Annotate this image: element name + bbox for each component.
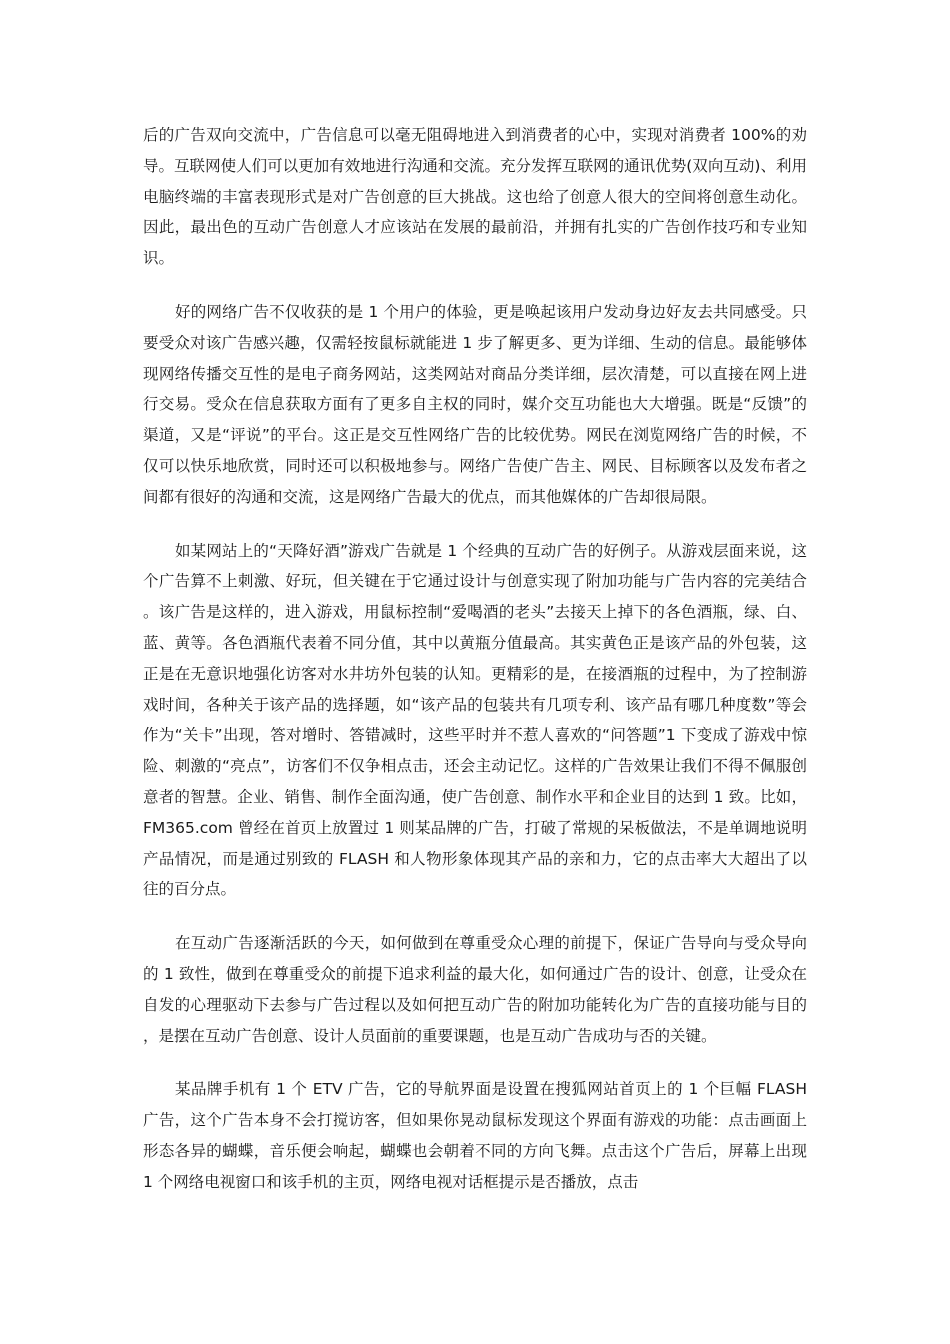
paragraph-4: 在互动广告逐渐活跃的今天，如何做到在尊重受众心理的前提下，保证广告导向与受众导向的 1 致性，做到在尊重受众的前提下追求利益的最大化，如何通过广告的设计、创意，让受众在自发的心理驱动下去参与广告过程以及如何把互动广告的附加功能转化为广告的直接功能与目的，是摆在互动广告创意、设计人员面前的重要课题，也是互动广告成功与否的关键。 [143, 934, 807, 1045]
paragraph-5: 某品牌手机有 1 个 ETV 广告，它的导航界面是设置在搜狐网站首页上的 1 个巨幅 FLASH 广告，这个广告本身不会打搅访客，但如果你晃动鼠标发现这个界面有游戏的功能：点击画面上形态各异的蝴蝶，音乐便会响起，蝴蝶也会朝着不同的方向飞舞。点击这个广告后，屏幕上出现 1 个网络电视窗口和该手机的主页，网络电视对话框提示是否播放，点击 [143, 1080, 807, 1191]
paragraph-3: 如某网站上的“天降好酒”游戏广告就是 1 个经典的互动广告的好例子。从游戏层面来说，这个广告算不上刺激、好玩，但关键在于它通过设计与创意实现了附加功能与广告内容的完美结合。该广告是这样的，进入游戏，用鼠标控制“爱喝酒的老头”去接天上掉下的各色酒瓶，绿、白、蓝、黄等。各色酒瓶代表着不同分值，其中以黄瓶分值最高。其实黄色正是该产品的外包装，这正是在无意识地强化访客对水井坊外包装的认知。更精彩的是，在接酒瓶的过程中，为了控制游戏时间，各种关于该产品的选择题，如“该产品的包装共有几项专利、该产品有哪几种度数”等会作为“关卡”出现，答对增时、答错减时，这些平时并不惹人喜欢的“问答题”1 下变成了游戏中惊险、刺激的“亮点”，访客们不仅争相点击，还会主动记忆。这样的广告效果让我们不得不佩服创意者的智慧。企业、销售、制作全面沟通，使广告创意、制作水平和企业目的达到 1 致。比如，FM365.com 曾经在首页上放置过 1 则某品牌的广告，打破了常规的呆板做法，不是单调地说明产品情况，而是通过别致的 FLASH 和人物形象体现其产品的亲和力，它的点击率大大超出了以往的百分点。 [143, 541, 807, 899]
paragraph-1: 后的广告双向交流中，广告信息可以毫无阻碍地进入到消费者的心中，实现对消费者 100%的劝导。互联网使人们可以更加有效地进行沟通和交流。充分发挥互联网的通讯优势(双向互动)、利用电脑终端的丰富表现形式是对广告创意的巨大挑战。这也给了创意人很大的空间将创意生动化。因此，最出色的互动广告创意人才应该站在发展的最前沿，并拥有扎实的广告创作技巧和专业知识。 [143, 126, 807, 268]
document-body [143, 120, 807, 1221]
paragraph-2: 好的网络广告不仅收获的是 1 个用户的体验，更是唤起该用户发动身边好友去共同感受。只要受众对该广告感兴趣，仅需轻按鼠标就能进 1 步了解更多、更为详细、生动的信息。最能够体现网络传播交互性的是电子商务网站，这类网站对商品分类详细，层次清楚，可以直接在网上进行交易。受众在信息获取方面有了更多自主权的同时，媒介交互功能也大大增强。既是“反馈”的渠道，又是“评说”的平台。这正是交互性网络广告的比较优势。网民在浏览网络广告的时候，不仅可以快乐地欣赏，同时还可以积极地参与。网络广告使广告主、网民、目标顾客以及发布者之间都有很好的沟通和交流，这是网络广告最大的优点，而其他媒体的广告却很局限。 [143, 302, 807, 506]
